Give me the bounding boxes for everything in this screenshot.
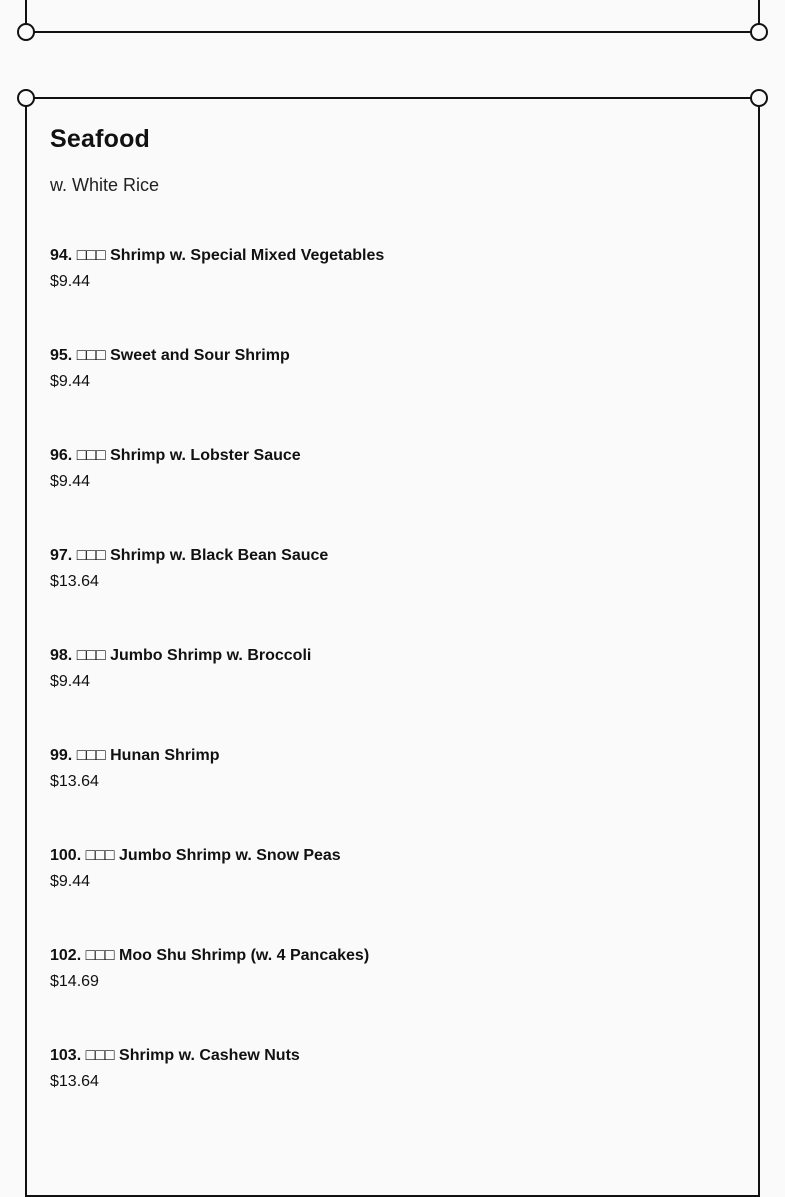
menu-item[interactable]: [50, 546, 350, 646]
menu-item-name: 102. □□□ Moo Shu Shrimp (w. 4 Pancakes): [50, 947, 370, 964]
menu-item-price: $13.64: [50, 773, 99, 790]
menu-item-list: [50, 246, 385, 1146]
card-corner-ornament: [17, 23, 35, 41]
menu-item-price: $9.44: [50, 273, 91, 290]
menu-item[interactable]: [50, 646, 350, 746]
menu-item-price: $9.44: [50, 373, 91, 390]
card-corner-ornament: [17, 89, 35, 107]
seafood-section-card: [25, 97, 760, 1197]
menu-item-name: 97. □□□ Shrimp w. Black Bean Sauce: [50, 547, 329, 564]
menu-item-name: 103. □□□ Shrimp w. Cashew Nuts: [50, 1047, 300, 1064]
menu-item[interactable]: [50, 446, 350, 546]
menu-item-price: $9.44: [50, 673, 91, 690]
section-title: Seafood: [50, 125, 151, 153]
menu-item-price: $9.44: [50, 473, 91, 490]
menu-item-name: 100. □□□ Jumbo Shrimp w. Snow Peas: [50, 847, 341, 864]
menu-item-name: 99. □□□ Hunan Shrimp: [50, 747, 220, 764]
menu-item[interactable]: [50, 246, 385, 346]
menu-item[interactable]: [50, 1046, 350, 1146]
menu-item-name: 96. □□□ Shrimp w. Lobster Sauce: [50, 447, 301, 464]
previous-section-card: [25, 0, 760, 33]
section-subtitle: w. White Rice: [50, 175, 160, 195]
menu-item-price: $13.64: [50, 573, 99, 590]
menu-item[interactable]: [50, 346, 350, 446]
card-corner-ornament: [750, 23, 768, 41]
menu-item[interactable]: [50, 746, 350, 846]
card-corner-ornament: [750, 89, 768, 107]
menu-item[interactable]: [50, 846, 350, 946]
menu-item-price: $14.69: [50, 973, 99, 990]
menu-item[interactable]: [50, 946, 370, 1046]
menu-item-price: $9.44: [50, 873, 91, 890]
menu-item-name: 95. □□□ Sweet and Sour Shrimp: [50, 347, 290, 364]
menu-item-price: $13.64: [50, 1073, 99, 1090]
menu-item-name: 98. □□□ Jumbo Shrimp w. Broccoli: [50, 647, 312, 664]
menu-item-name: 94. □□□ Shrimp w. Special Mixed Vegetables: [50, 247, 385, 264]
